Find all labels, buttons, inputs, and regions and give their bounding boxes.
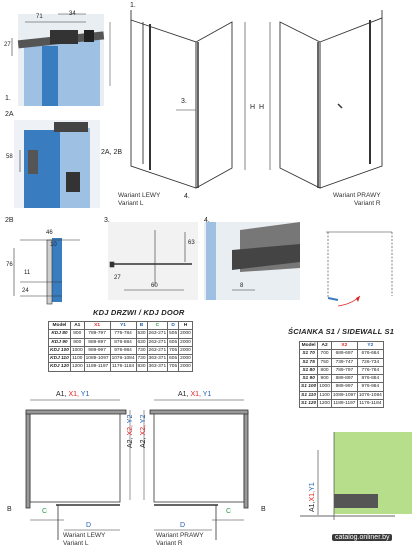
table-cell: 2000 [180,339,191,345]
variant-left-en: Variant L [118,200,144,207]
plan-right-x1: X1, [188,391,201,398]
table-cell: 989-997 [331,383,357,391]
table-cell: 263-271 [148,347,167,353]
plan-right-b: B [261,506,266,513]
label-3: 3. [104,217,110,224]
dim-10: 10 [50,242,57,248]
dim-60: 60 [151,283,158,289]
plan-left-en: Variant L [63,540,89,547]
table-cell: 676-684 [357,350,383,358]
table-cell: 989-997 [84,346,110,354]
table-row [300,375,384,383]
plan-left-top-dims [56,391,89,398]
plan-right-caption [156,532,204,548]
table-cell: S1 100 [301,384,317,390]
kdj-col-h: H [179,322,193,330]
label-2a: 2A [5,111,14,118]
dim-71: 71 [36,14,43,20]
table-cell: 705 [169,364,178,370]
table-row [300,358,384,366]
table-cell: KDJ 110 [50,356,69,362]
kdj-col-c: C [147,322,168,330]
plan-left-drawing [26,400,130,540]
plan-right-y2: Y2 [140,414,147,426]
table-cell: 789-797 [331,366,357,374]
table-row [49,346,193,354]
table-cell: 263-271 [148,331,167,337]
label-2b: 2B [5,217,14,224]
table-cell: 505 [169,331,178,337]
dim-76: 76 [6,262,13,268]
shower-left-view [110,10,245,188]
table-cell: 1000 [319,384,330,390]
ref-4: 4. [184,193,190,200]
label-1: 1. [5,95,11,102]
table-cell: 976-984 [110,346,136,354]
table-cell: 630 [137,339,146,345]
ref-2a2b: 2A, 2B [101,149,123,156]
s1-table [299,341,384,408]
table-cell: 730 [137,347,146,353]
table-cell: 1189-1197 [85,364,109,370]
dim-46: 46 [46,230,53,236]
side-a1: A1, [309,501,316,512]
plan-right-c: C [226,508,232,515]
table-cell: 900 [70,338,84,346]
table-cell: 800 [318,366,332,374]
table-cell: S1 110 [301,392,317,398]
table-cell: 1200 [71,364,83,370]
table-cell: 776-784 [110,330,136,338]
s1-header-row [300,342,384,350]
plan-right-a2: A2, [140,437,147,448]
plan-right-drawing [144,400,248,540]
table-cell: 750 [318,358,332,366]
variant-left-caption [118,192,160,208]
plan-right-y1: Y1 [200,391,212,398]
table-cell: 1100 [319,392,330,398]
dim-63: 63 [188,240,195,246]
s1-table-title: ŚCIANKA S1 / SIDEWALL S1 [288,327,395,336]
plan-left-side-dims [127,415,134,448]
detail-4-drawing [204,222,300,300]
plan-left-b: B [7,506,12,513]
table-cell: S1 70 [300,350,318,358]
s1-col-x2: X2 [331,342,357,350]
kdj-col-y1: Y1 [110,322,136,330]
ref-1: 1. [130,2,136,9]
table-cell: 2000 [180,356,191,362]
table-cell: KDJ 100 [50,347,69,353]
kdj-col-x1: X1 [84,322,110,330]
table-cell: 1100 [72,356,83,362]
table-cell: 1089-1097 [85,356,109,362]
side-wall-drawing [300,432,412,520]
table-cell: 363-371 [148,356,167,362]
table-cell: KDJ 90 [49,338,71,346]
kdj-col-b: B [136,322,147,330]
dim-27: 27 [4,42,11,48]
dim-8: 8 [240,283,244,289]
table-cell: 700 [318,350,332,358]
plan-left-pl: Wariant LEWY [63,532,106,539]
table-row [49,338,193,346]
table-cell: 2000 [180,331,191,337]
table-cell: 776-784 [357,366,383,374]
table-cell: 1076-1084 [358,392,382,398]
table-cell: 830 [137,364,146,370]
table-cell: S1 90 [300,375,318,383]
table-cell: 530 [137,331,146,337]
ref-3: 3. [181,98,187,105]
door-swing-drawing [326,232,392,306]
dim-27b: 27 [114,275,121,281]
table-cell: 1200 [319,401,330,407]
table-cell: 726-734 [357,358,383,366]
table-row [300,400,384,408]
plan-right-x2: X2, [140,425,147,438]
s1-col-a2: A2 [318,342,332,350]
dim-58: 58 [6,154,13,160]
dim-h-left: H [250,104,256,111]
variant-right-en: Variant R [353,200,381,207]
side-x1: X1, [309,490,316,502]
kdj-table [48,321,193,372]
table-cell: 605 [169,356,178,362]
side-y1: Y1 [309,482,316,491]
table-cell: 730 [137,356,146,362]
plan-right-top-dims [178,391,211,398]
side-wall-dims [309,482,316,512]
table-cell: 900 [318,375,332,383]
table-row [300,350,384,358]
s1-col-model: Model [300,342,318,350]
kdj-col-model: Model [49,322,71,330]
table-cell: 263-271 [148,339,167,345]
table-cell: 1089-1097 [332,392,356,398]
table-cell: S1 80 [300,366,318,374]
plan-left-x2: X2, [127,425,134,438]
table-cell: 889-897 [331,375,357,383]
kdj-table-title: KDJ DRZWI / KDJ DOOR [93,308,185,317]
table-cell: 789-797 [84,330,110,338]
table-row [300,383,384,391]
table-row [49,330,193,338]
variant-right-pl: Wariant PRAWY [333,192,381,199]
table-cell: KDJ 80 [49,330,71,338]
table-cell: 689-697 [331,350,357,358]
plan-left-y1: Y1 [78,391,90,398]
dim-34: 34 [69,11,76,17]
kdj-col-d: D [168,322,179,330]
table-row [300,391,384,399]
table-cell: 1176-1184 [359,401,382,407]
s1-col-y2: Y2 [357,342,383,350]
table-cell: 800 [70,330,84,338]
table-cell: S1 75 [300,358,318,366]
variant-left-pl: Wariant LEWY [118,192,161,199]
plan-left-d: D [86,522,92,529]
table-cell: 876-884 [110,338,136,346]
plan-right-pl: Wariant PRAWY [156,532,204,539]
plan-right-side-dims [140,415,147,448]
table-row [300,366,384,374]
label-4: 4. [204,217,210,224]
plan-right-a1: A1, [178,391,189,398]
kdj-col-a1: A1 [70,322,84,330]
dim-h-right: H [259,104,265,111]
table-cell: 739-747 [331,358,357,366]
plan-left-caption [63,532,105,548]
detail-2a-drawing [14,120,100,208]
plan-left-a2: A2, [127,437,134,448]
table-cell: 2000 [180,347,191,353]
variant-right-caption [333,192,381,208]
plan-right-d: D [180,522,186,529]
table-cell: 889-897 [84,338,110,346]
table-row [49,363,193,371]
table-cell: 1076-1084 [111,356,135,362]
table-row [49,355,193,363]
table-cell: 1000 [71,347,83,353]
table-cell: S1 120 [301,401,317,407]
watermark: catalog.onliner.by [332,534,392,541]
table-cell: 976-984 [357,383,383,391]
table-cell: 363-371 [148,364,167,370]
dim-11: 11 [24,270,31,276]
plan-right-en: Variant R [156,540,183,547]
table-cell: 705 [169,347,178,353]
table-cell: 1176-1184 [111,364,135,370]
table-cell: KDJ 120 [50,364,69,370]
plan-left-c: C [42,508,48,515]
table-cell: 1189-1197 [333,401,356,407]
dim-24: 24 [22,288,29,294]
table-cell: 605 [169,339,178,345]
plan-left-a1: A1, [56,391,67,398]
table-cell: 2000 [180,364,191,370]
plan-left-y2: Y2 [127,414,134,426]
shower-right-view [270,10,382,188]
table-cell: 876-884 [357,375,383,383]
kdj-header-row [49,322,193,330]
plan-left-x1: X1, [66,391,79,398]
detail-1-drawing [12,14,104,106]
